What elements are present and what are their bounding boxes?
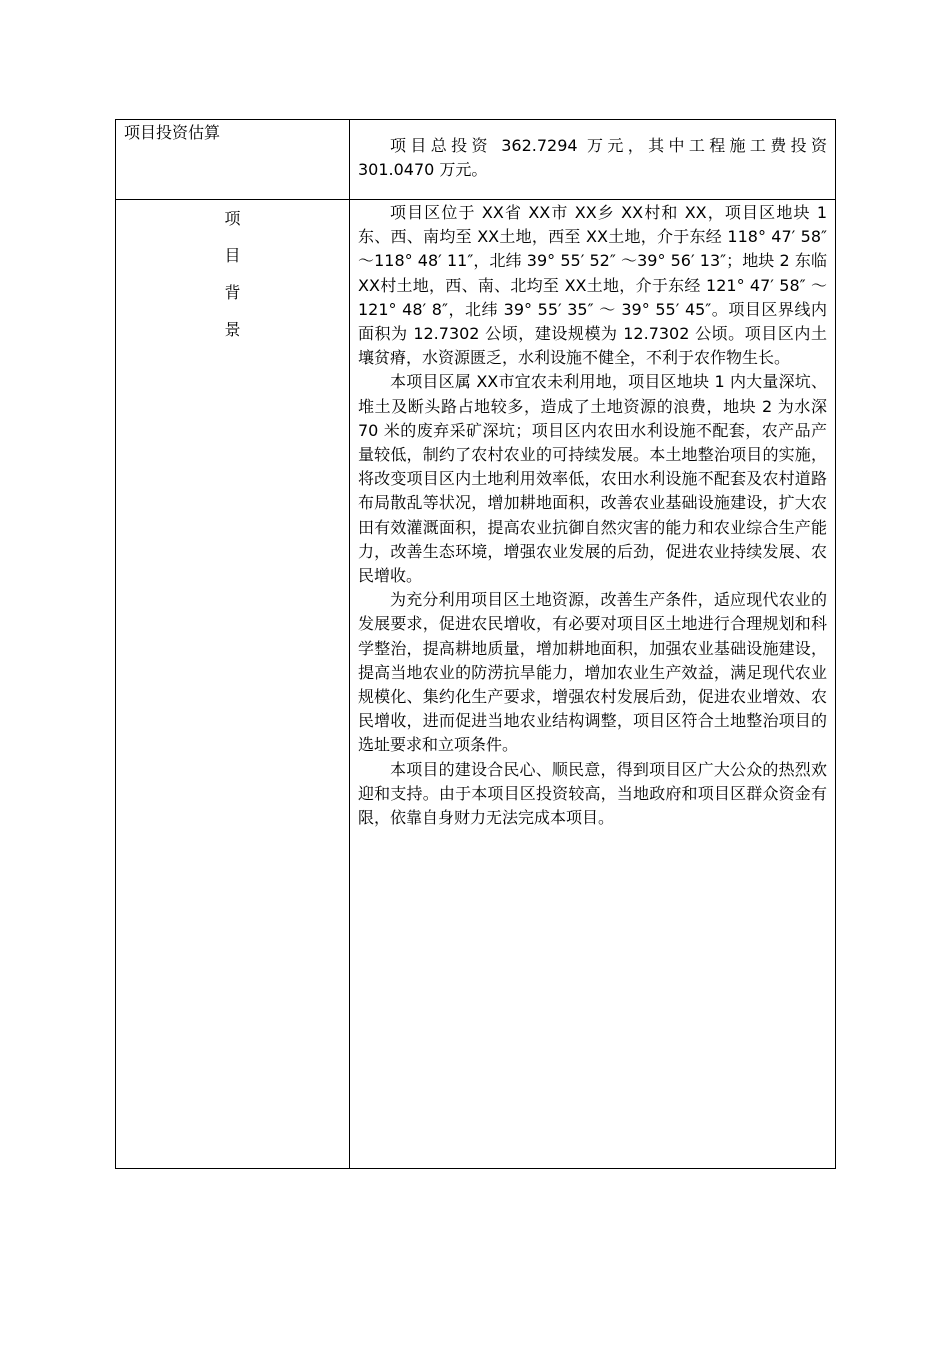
background-row [116, 200, 836, 1169]
investment-label: 项目投资估算 [124, 123, 221, 142]
investment-label-cell [116, 120, 350, 200]
background-paragraph-2: 本项目区属 XX市宜农未利用地，项目区地块 1 内大量深坑、堆土及断头路占地较多，造成了土地资源的浪费，地块 2 为水深 70 米的废弃采矿深坑；项目区内农田水利设施不配套，农产品产量较低，制约了农村农业的可持续发展。本土地整治项目的实施，将改变项目区内土地利用效率低，农田水利设施不配套及农村道路布局散乱等状况，增加耕地面积，改善农业基础设施建设，扩大农田有效灌溉面积，提高农业抗御自然灾害的能力和农业综合生产能力，改善生态环境，增强农业发展的后劲，促进农业持续发展、农民增收。 [358, 372, 827, 586]
background-label-char: 目 [224, 246, 241, 265]
investment-text: 项目总投资 362.7294 万元，其中工程施工费投资 301.0470 万元。 [358, 136, 827, 179]
background-value-cell [350, 200, 836, 1169]
project-form-table [115, 119, 836, 1169]
background-label [116, 200, 349, 348]
background-label-char: 项 [224, 209, 241, 228]
background-label-cell [116, 200, 350, 1169]
background-paragraph-4: 本项目的建设合民心、顺民意，得到项目区广大公众的热烈欢迎和支持。由于本项目区投资较高，当地政府和项目区群众资金有限，依靠自身财力无法完成本项目。 [358, 759, 827, 828]
background-paragraph-1: 项目区位于 XX省 XX市 XX乡 XX村和 XX，项目区地块 1 东、西、南均至 XX土地，西至 XX土地，介于东经 118° 47′ 58″ ～118° 48′ 11″，北纬 39° 55′ 52″ ～39° 56′ 13″；地块 2 东临 XX村土地，西、南、北均至 XX土地，介于东经 121° 47′ 58″ ～121° 48′ 8″，北纬 39° 55′ 35″ ～ 39° 55′ 45″。项目区界线内面积为 12.7302 公顷，建设规模为 12.7302 公顷。项目区内土壤贫瘠，水资源匮乏，水利设施不健全，不利于农作物生长。 [358, 203, 827, 368]
investment-value-cell [350, 120, 836, 200]
investment-row [116, 120, 836, 200]
background-label-char: 景 [224, 320, 241, 339]
background-paragraph-3: 为充分利用项目区土地资源，改善生产条件，适应现代农业的发展要求，促进农民增收，有必要对项目区土地进行合理规划和科学整治，提高耕地质量，增加耕地面积，加强农业基础设施建设，提高当地农业的防涝抗旱能力，增加农业生产效益，满足现代农业规模化、集约化生产要求，增强农村发展后劲，促进农业增效、农民增收，进而促进当地农业结构调整，项目区符合土地整治项目的选址要求和立项条件。 [358, 590, 827, 755]
background-label-char: 背 [224, 283, 241, 302]
